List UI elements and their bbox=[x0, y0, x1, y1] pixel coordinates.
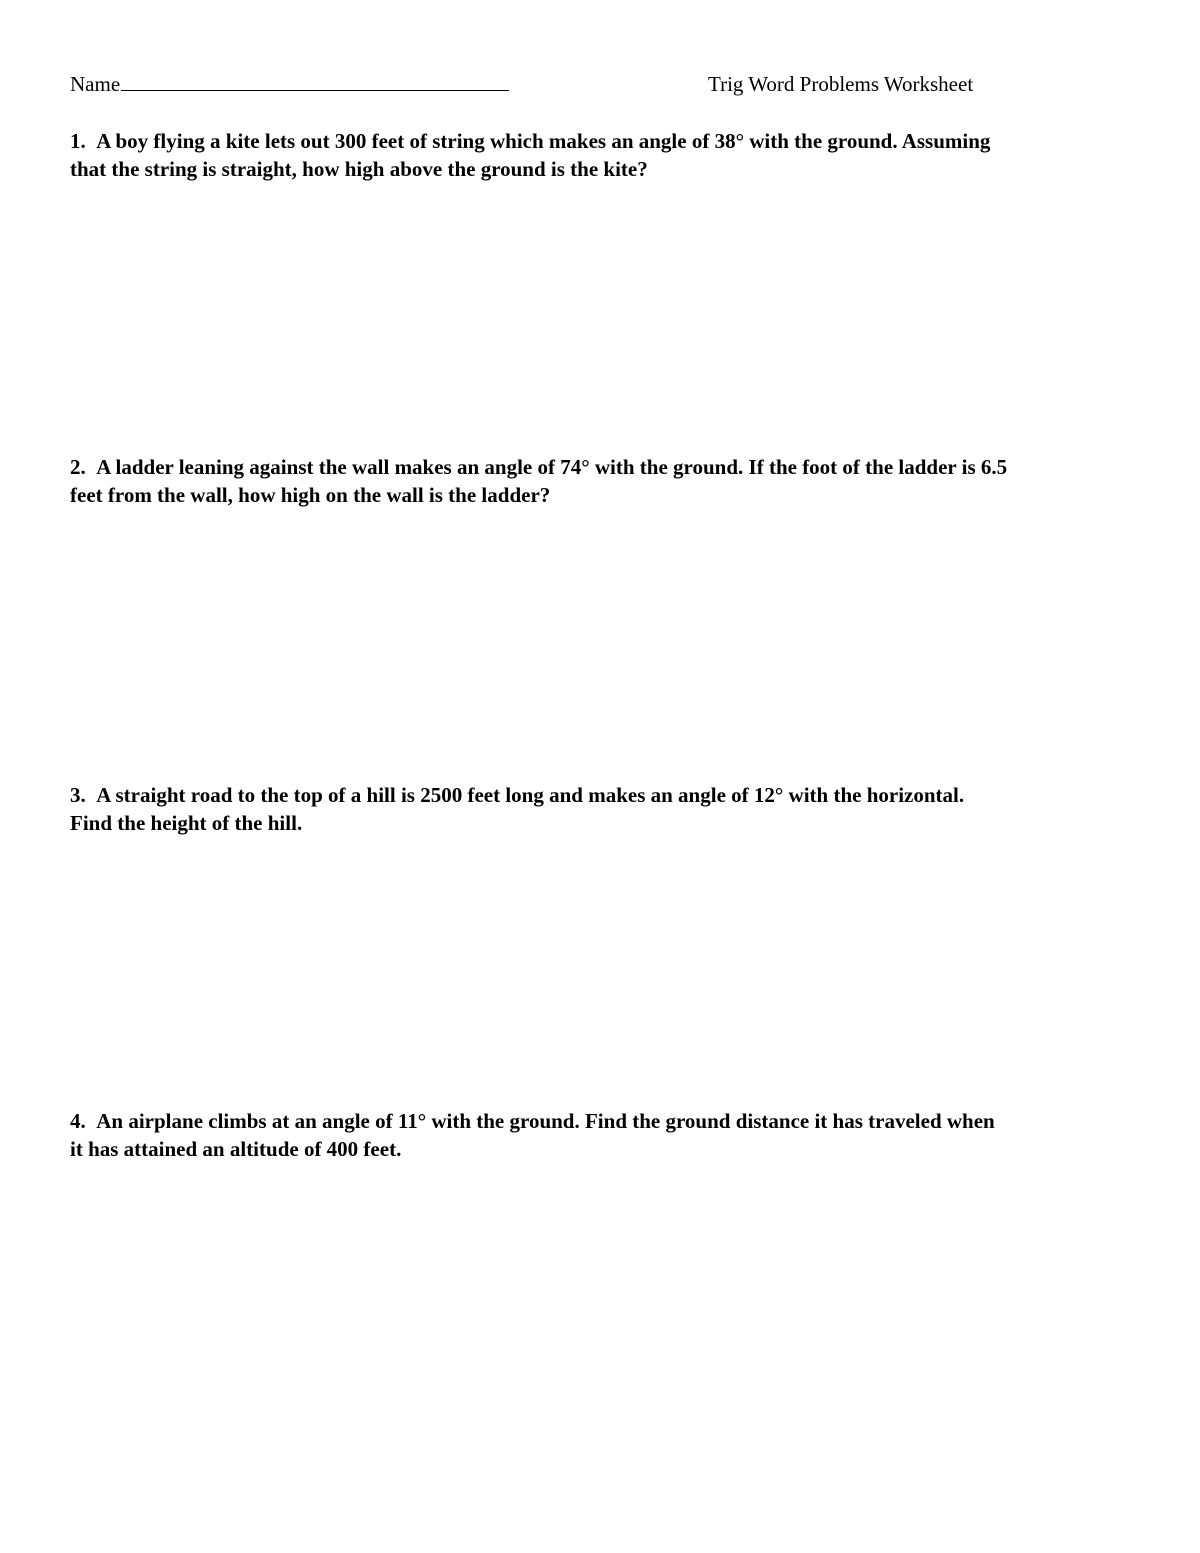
problem-2-text-2: feet from the wall, how high on the wall is the ladder? bbox=[70, 483, 551, 507]
problem-3-number: 3. bbox=[70, 783, 86, 807]
problem-3 bbox=[70, 781, 1132, 837]
name-label: Name bbox=[70, 72, 121, 96]
problem-1-text-2: that the string is straight, how high above the ground is the kite? bbox=[70, 157, 648, 181]
problem-2-number: 2. bbox=[70, 455, 86, 479]
problem-4-text-2: it has attained an altitude of 400 feet. bbox=[70, 1137, 402, 1161]
problem-2-text-1: A ladder leaning against the wall makes an angle of 74° with the ground. If the foot of the ladder is 6.5 bbox=[96, 455, 1008, 479]
problem-4-line-1 bbox=[70, 1107, 1132, 1135]
problem-1-text-1: A boy flying a kite lets out 300 feet of string which makes an angle of 38° with the ground. Assuming bbox=[96, 129, 991, 153]
problem-2 bbox=[70, 453, 1132, 509]
problem-1-number: 1. bbox=[70, 129, 86, 153]
name-field bbox=[70, 70, 509, 98]
problem-3-text-1: A straight road to the top of a hill is 2500 feet long and makes an angle of 12° with the horizontal. bbox=[96, 783, 965, 807]
problem-2-line-1 bbox=[70, 453, 1132, 481]
problem-1-line-1 bbox=[70, 127, 1132, 155]
problem-4 bbox=[70, 1107, 1132, 1163]
worksheet-header bbox=[70, 70, 1130, 102]
problem-3-text-2: Find the height of the hill. bbox=[70, 811, 303, 835]
problem-4-text-1: An airplane climbs at an angle of 11° with the ground. Find the ground distance it has traveled when bbox=[96, 1109, 995, 1133]
name-blank-line bbox=[121, 70, 509, 91]
worksheet-title: Trig Word Problems Worksheet bbox=[708, 72, 974, 96]
problem-4-number: 4. bbox=[70, 1109, 86, 1133]
problem-1 bbox=[70, 127, 1132, 183]
problem-3-line-1 bbox=[70, 781, 1132, 809]
